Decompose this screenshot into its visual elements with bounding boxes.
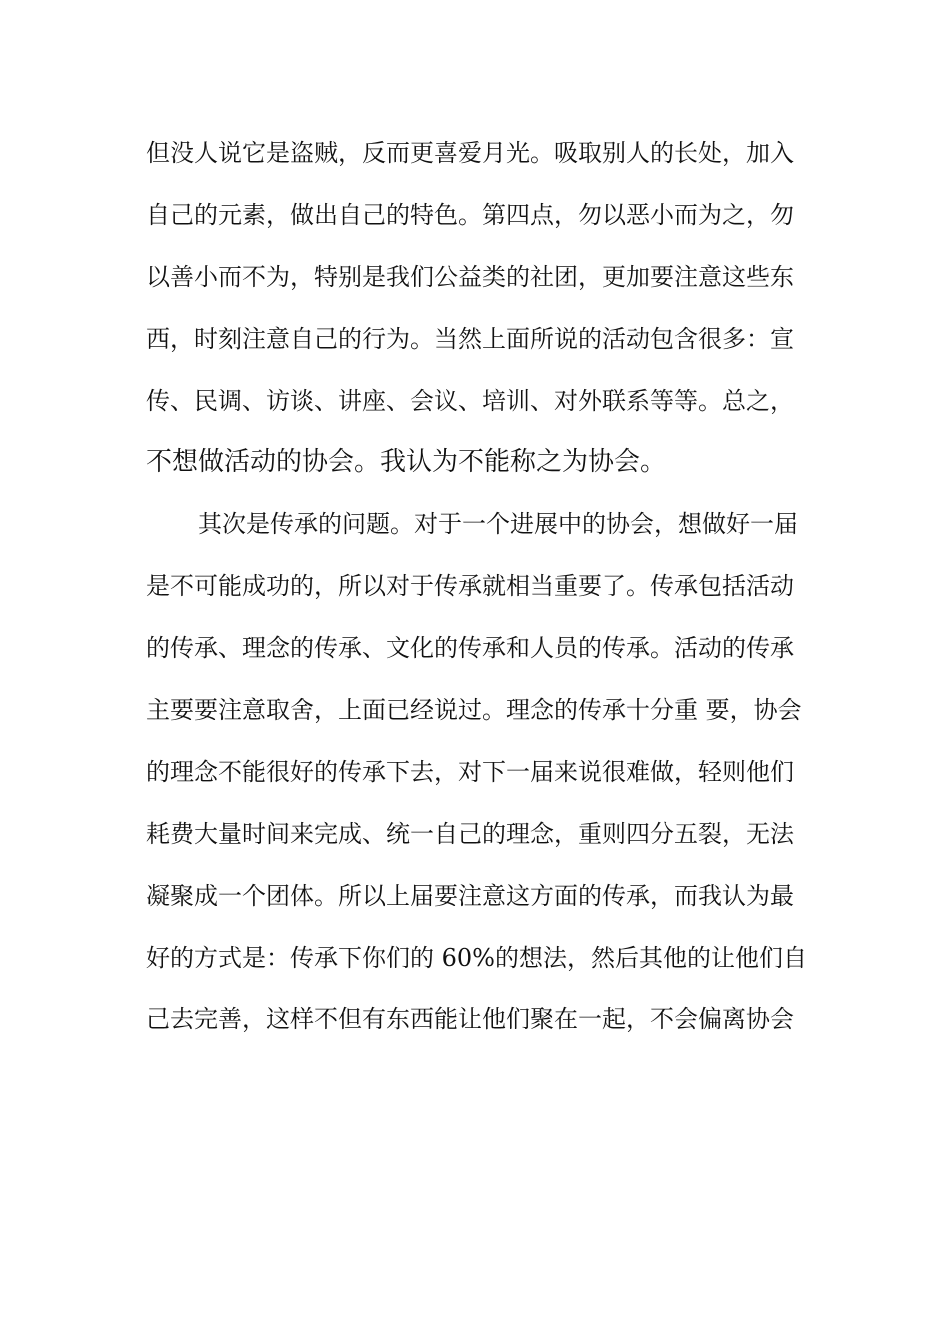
text-line-6: 不想做活动的协会。我认为不能称之为协会。 [146,447,667,478]
text-line-13: 凝聚成一个团体。所以上届要注意这方面的传承，而我认为最 [146,881,794,910]
text-line-9: 的传承、理念的传承、文化的传承和人员的传承。活动的传承 [146,634,794,663]
text-line-5: 传、民调、访谈、讲座、会议、培训、对外联系等等。总之， [146,386,794,415]
text-line-11: 的理念不能很好的传承下去，对下一届来说很难做，轻则他们 [146,757,794,786]
text-line-14: 好的方式是：传承下你们的 60%的想法，然后其他的让他们自 [146,943,807,972]
text-line-8: 是不可能成功的，所以对于传承就相当重要了。传承包括活动 [146,572,794,601]
text-line-1: 但没人说它是盗贼，反而更喜爱月光。吸取别人的长处，加入 [146,139,794,167]
text-line-15: 己去完善，这样不但有东西能让他们聚在一起，不会偏离协会 [146,1005,794,1034]
text-line-2: 自己的元素，做出自己的特色。第四点，勿以恶小而为之，勿 [146,200,794,229]
text-line-4: 西，时刻注意自己的行为。当然上面所说的活动包含很多：宣 [146,324,794,353]
text-line-3: 以善小而不为，特别是我们公益类的社团，更加要注意这些东 [146,262,794,291]
text-line-12: 耗费大量时间来完成、统一自己的理念，重则四分五裂，无法 [146,819,794,848]
paragraph-first-line: 其次是传承的问题。对于一个进展中的协会，想做好一届 [198,510,798,539]
body-text [146,130,806,1058]
text-line-10: 主要要注意取舍，上面已经说过。理念的传承十分重 要，协会 [146,696,802,725]
